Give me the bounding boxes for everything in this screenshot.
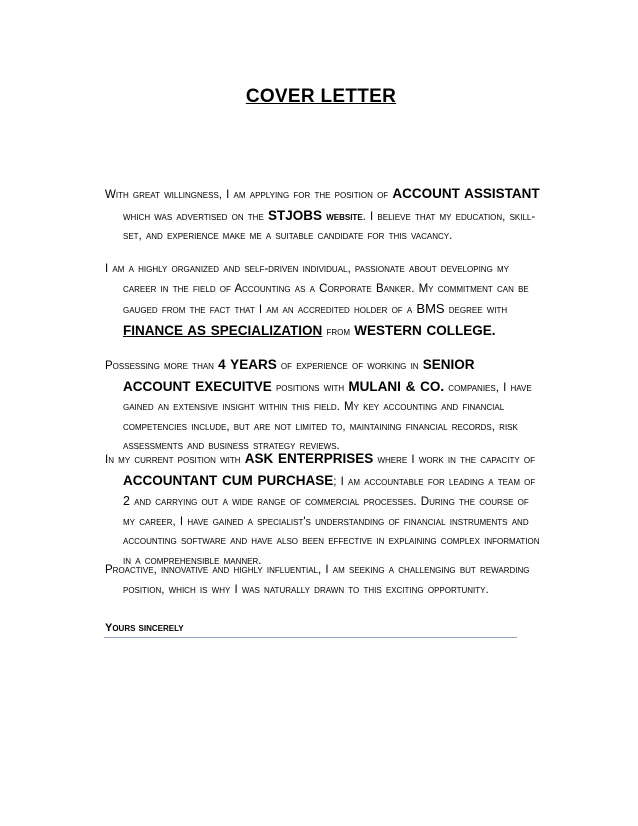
years-experience: 4 YEARS bbox=[218, 357, 277, 372]
degree-name: BMS bbox=[416, 301, 445, 316]
paragraph-application bbox=[105, 184, 543, 247]
college-name: WESTERN COLLEGE. bbox=[354, 322, 496, 338]
paragraph-text: positions with bbox=[271, 381, 349, 394]
paragraph-text: where I work in the capacity of bbox=[373, 454, 536, 466]
paragraph-text: In my current position with bbox=[105, 454, 245, 466]
paragraph-text: Proactive, innovative and highly influential, I am seeking a challenging but rewarding position, which is why I was naturally drawn to this exciting opportunity. bbox=[105, 564, 530, 596]
paragraph-text: companies, I have gained an extensive insight within this field. My key accounting and financial competencies include, but are not limited to, maintaining financial records, risk assessments and business strategy reviews. bbox=[123, 381, 532, 452]
current-employer: ASK ENTERPRISES bbox=[244, 451, 374, 466]
paragraph-current-position bbox=[105, 449, 543, 571]
document-title: COVER LETTER bbox=[245, 86, 397, 107]
closing-salutation: Yours sincerely bbox=[105, 622, 184, 634]
divider-line bbox=[104, 637, 517, 638]
paragraph-text: . I believe that my education, skill-set, and experience make me a suitable candidate for this vacancy. bbox=[123, 210, 536, 242]
paragraph-qualifications bbox=[105, 260, 543, 342]
team-size: 2 bbox=[123, 494, 130, 508]
job-portal-name: STJOBS bbox=[267, 207, 322, 223]
paragraph-text: ; I am accountable for leading a team of bbox=[333, 475, 536, 488]
paragraph-closing bbox=[105, 561, 543, 600]
paragraph-experience bbox=[105, 355, 543, 457]
previous-employer: MULANI & CO. bbox=[348, 378, 445, 394]
job-title: ACCOUNT ASSISTANT bbox=[392, 186, 540, 201]
paragraph-text: which was advertised on the bbox=[123, 210, 268, 223]
paragraph-text: Possessing more than bbox=[105, 360, 219, 372]
paragraph-text: degree with bbox=[444, 304, 508, 316]
paragraph-text: and carrying out a wide range of commercial processes. During the course of my career, I have gained a specialist's understanding of financial instruments and accounting software and have also been effective in explaining complex information in a comprehensible manner. bbox=[123, 496, 540, 567]
paragraph-text: from bbox=[322, 325, 355, 338]
specialization: FINANCE AS SPECIALIZATION bbox=[123, 322, 323, 338]
current-role: ACCOUNTANT CUM PURCHASE bbox=[123, 472, 334, 488]
paragraph-text: of experience of working in bbox=[276, 360, 423, 372]
previous-position: SENIOR ACCOUNT EXECUITVE bbox=[123, 357, 475, 394]
paragraph-text: With great willingness, I am applying for the position of bbox=[105, 189, 393, 201]
paragraph-text: I am a highly organized and self-driven individual, passionate about developing my career in the field of Accounting as a Corporate Banker. My commitment can be gauged from the fact that I am an accredited holder of a bbox=[105, 263, 529, 316]
website-word: website bbox=[326, 210, 363, 223]
